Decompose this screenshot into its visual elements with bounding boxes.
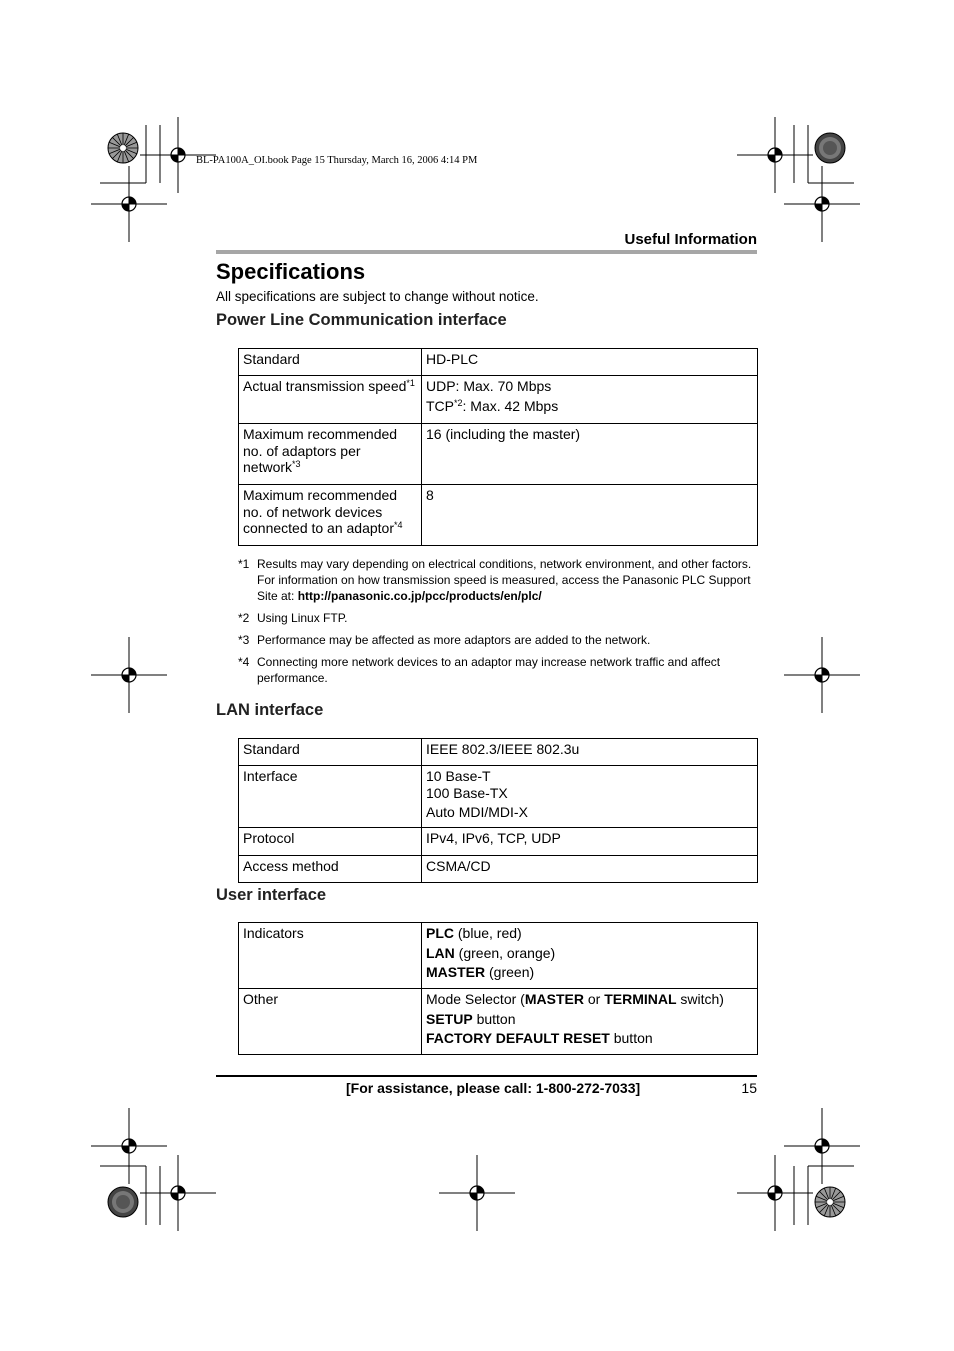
table-row: [239, 828, 758, 856]
row-label: Interface: [239, 766, 422, 828]
table-row: [239, 856, 758, 883]
user-heading: User interface: [216, 886, 327, 904]
row-value: Mode Selector (MASTER or TERMINAL switch) SETUP button FACTORY DEFAULT RESET button: [422, 989, 758, 1055]
row-value: IPv4, IPv6, TCP, UDP: [422, 828, 758, 856]
footnote: *3 Performance may be affected as more adaptors are added to the network.: [238, 633, 651, 647]
row-label: Standard: [239, 739, 422, 766]
row-value: PLC (blue, red) LAN (green, orange) MASTER (green): [422, 923, 758, 989]
page-number: 15: [741, 1080, 757, 1096]
section-label: Useful Information: [624, 231, 757, 248]
row-label: Maximum recommended no. of adaptors per network$^{*3}$: [239, 424, 422, 485]
table-row: [239, 923, 758, 989]
plc-spec-table: [238, 348, 758, 546]
header-rule: [216, 250, 757, 254]
table-row: [239, 739, 758, 766]
footnote: *2 Using Linux FTP.: [238, 611, 348, 625]
footnote: *4 Connecting more network devices to an adaptor may increase network traffic and affect performance.: [238, 655, 721, 685]
row-value: 10 Base-T 100 Base-TX Auto MDI/MDI-X: [422, 766, 758, 828]
plc-heading: Power Line Communication interface: [216, 311, 507, 329]
table-row: [239, 766, 758, 828]
print-info: BL-PA100A_OI.book Page 15 Thursday, March 16, 2006 4:14 PM: [196, 155, 478, 166]
row-value: CSMA/CD: [422, 856, 758, 883]
row-value: UDP: Max. 70 Mbps TCP$^{*2}$: Max. 42 Mbps: [422, 376, 758, 424]
user-spec-table: [238, 922, 758, 1055]
table-row: [239, 424, 758, 485]
page-title: Specifications: [216, 259, 366, 284]
assistance-line: [For assistance, please call: 1-800-272-7033]: [346, 1080, 641, 1096]
row-label: Actual transmission speed$^{*1}$: [239, 376, 422, 424]
row-value: 8: [422, 485, 758, 546]
row-label: Other: [239, 989, 422, 1055]
lan-spec-table: [238, 738, 758, 883]
table-row: [239, 349, 758, 376]
row-value: IEEE 802.3/IEEE 802.3u: [422, 739, 758, 766]
table-row: [239, 989, 758, 1055]
plc-support-link: http://panasonic.co.jp/pcc/products/en/plc/: [297, 589, 542, 603]
footnote: *1 Results may vary depending on electrical conditions, network environment, and other factors. For information on how transmission speed is measured, access the Panasonic PLC Support Site at: http://panasonic.co.jp/pcc/products/en/plc/: [238, 557, 752, 603]
row-label: Maximum recommended no. of network devices connected to an adaptor$^{*4}$: [239, 485, 422, 546]
row-label: Protocol: [239, 828, 422, 856]
lan-heading: LAN interface: [216, 701, 324, 719]
row-value: 16 (including the master): [422, 424, 758, 485]
table-row: [239, 376, 758, 424]
row-label: Indicators: [239, 923, 422, 989]
footnotes: [238, 556, 758, 692]
page-intro: All specifications are subject to change without notice.: [216, 289, 539, 304]
row-label: Access method: [239, 856, 422, 883]
table-row: [239, 485, 758, 546]
row-label: Standard: [239, 349, 422, 376]
footer-rule: [216, 1075, 757, 1077]
row-value: HD-PLC: [422, 349, 758, 376]
